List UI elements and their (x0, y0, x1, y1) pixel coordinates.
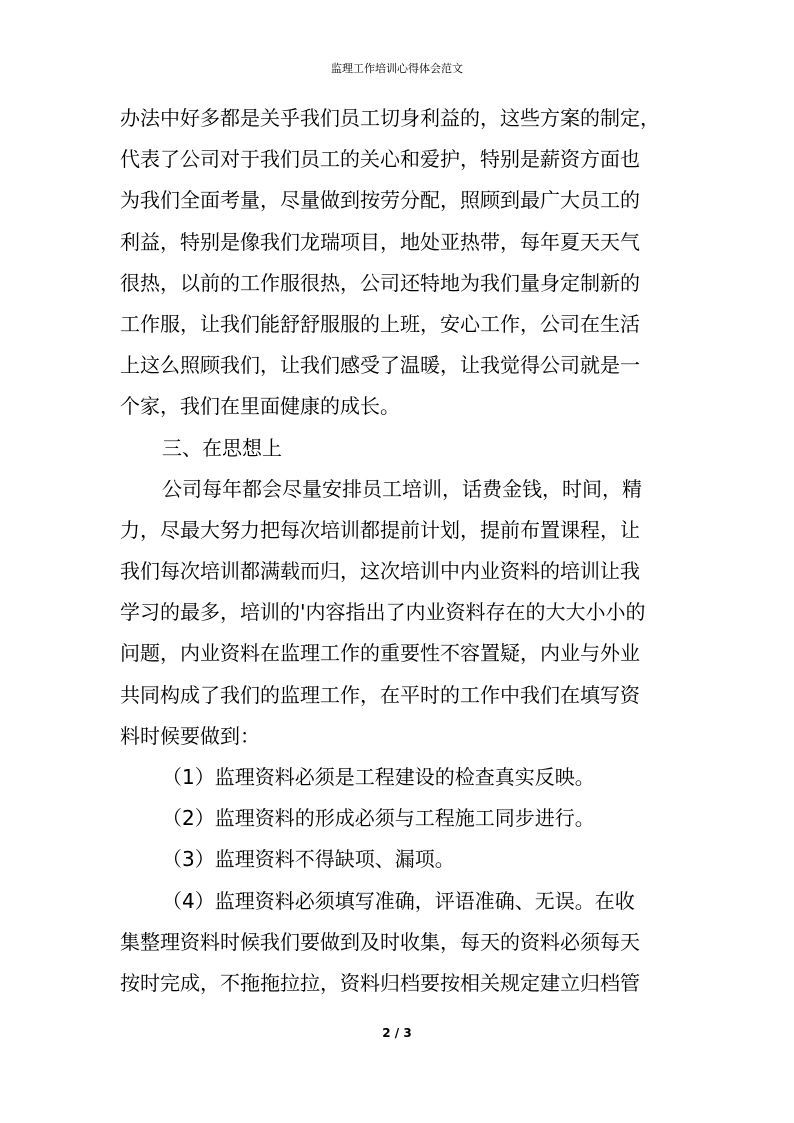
paragraph-benefits (120, 98, 680, 428)
page-number: 2 / 3 (382, 1026, 412, 1040)
text-line: 问题，内业资料在监理工作的重要性不容置疑，内业与外业 (120, 641, 640, 666)
page-header: 监理工作培训心得体会范文 (331, 62, 463, 75)
section-heading (120, 428, 680, 469)
text-line: 办法中好多都是关乎我们员工切身利益的，这些方案的制定， (120, 106, 660, 130)
list-item-text: （1）监理资料必须是工程建设的检查真实反映。 (162, 765, 595, 789)
text-line: 利益，特别是像我们龙瑞项目，地处亚热带，每年夏天天气 (120, 229, 640, 254)
list-item-1 (120, 757, 680, 798)
paragraph-training (120, 469, 680, 757)
text-line: 上这么照顾我们，让我们感受了温暖，让我觉得公司就是一 (120, 353, 640, 378)
text-line: 力，尽最大努力把每次培训都提前计划，提前布置课程，让 (120, 517, 640, 542)
document-body (120, 98, 680, 1004)
text-line: 公司每年都会尽量安排员工培训，话费金钱，时间，精 (162, 476, 642, 501)
text-line: 共同构成了我们的监理工作，在平时的工作中我们在填写资 (120, 682, 640, 707)
list-item-text: （2）监理资料的形成必须与工程施工同步进行。 (162, 806, 595, 831)
text-line: 集整理资料时候我们要做到及时收集，每天的资料必须每天 (120, 929, 640, 954)
list-item-2 (120, 798, 680, 839)
text-line: 料时候要做到： (120, 723, 260, 748)
list-item-4 (120, 881, 680, 1005)
text-line: 个家，我们在里面健康的成长。 (120, 394, 400, 419)
list-item-3 (120, 839, 680, 880)
text-line: 按时完成，不拖拖拉拉，资料归档要按相关规定建立归档管 (120, 970, 640, 995)
section-heading-text: 三、在思想上 (162, 435, 282, 460)
list-item-text: （4）监理资料必须填写准确，评语准确、无误。在收 (162, 888, 635, 913)
text-line: 很热，以前的工作服很热，公司还特地为我们量身定制新的 (120, 270, 640, 295)
text-line: 代表了公司对于我们员工的关心和爱护，特别是薪资方面也 (120, 147, 640, 172)
list-item-text: （3）监理资料不得缺项、漏项。 (162, 847, 455, 872)
text-line: 学习的最多，培训的'内容指出了内业资料存在的大大小小的 (120, 600, 646, 625)
text-line: 我们每次培训都满载而归，这次培训中内业资料的培训让我 (120, 559, 640, 584)
text-line: 工作服，让我们能舒舒服服的上班，安心工作，公司在生活 (120, 311, 640, 336)
text-line: 为我们全面考量，尽量做到按劳分配，照顾到最广大员工的 (120, 188, 640, 213)
